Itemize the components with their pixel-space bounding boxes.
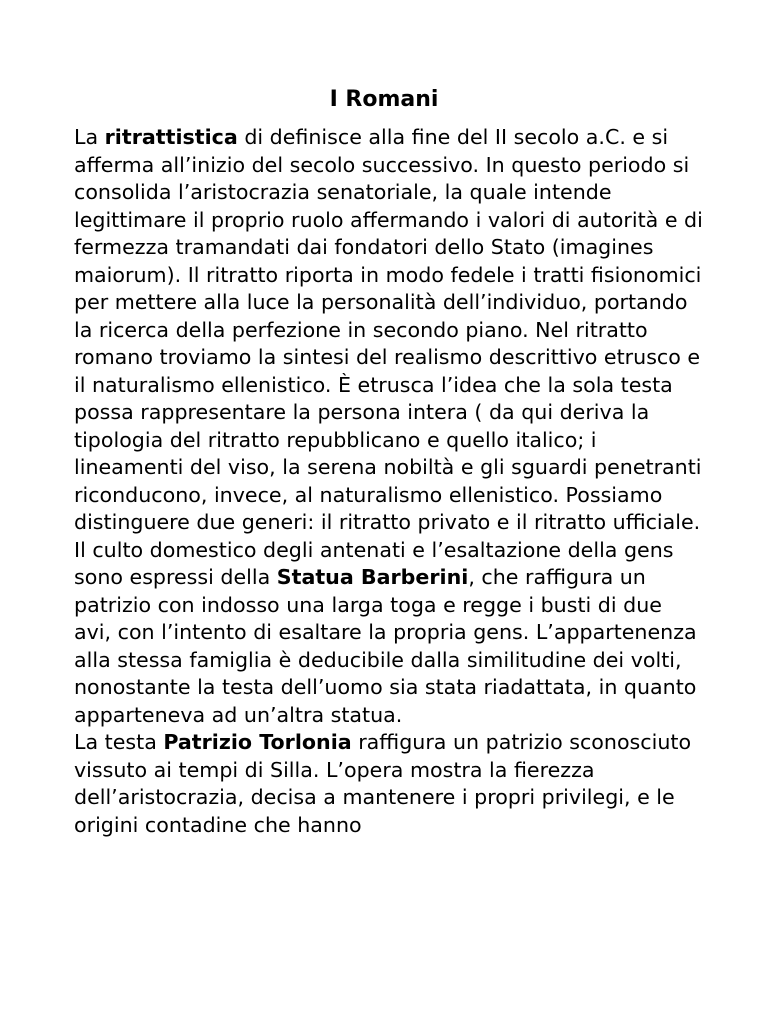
- bold-term-statua-barberini: Statua Barberini: [276, 565, 469, 589]
- paragraph: [74, 729, 704, 839]
- text-segment: raffigura un patrizio sconosciuto vissuto ai tempi di Silla. L’opera mostra la fierezza dell’aristocrazia, decisa a mantenere i propri privilegi, e le origini contadine che hanno: [74, 730, 692, 837]
- text-segment: di definisce alla fine del II secolo a.C. e si afferma all’inizio del secolo successivo. In questo periodo si consolida l’aristocrazia senatoriale, la quale intende legittimare il proprio ruolo affermando i valori di autorità e di fermezza tramandati dai fondatori dello Stato (imagines maiorum). Il ritratto riporta in modo fedele i tratti fisionomici per mettere alla luce la personalità dell’individuo, portando la ricerca della perfezione in secondo piano. Nel ritratto romano troviamo la sintesi del realismo descrittivo etrusco e il naturalismo ellenistico. È etrusca l’idea che la sola testa possa rappresentare la persona intera ( da qui deriva la tipologia del ritratto repubblicano e quello italico; i lineamenti del viso, la serena nobiltà e gli sguardi penetranti riconducono, invece, al naturalismo ellenistico. Possiamo distinguere due generi: il ritratto privato e il ritratto ufficiale. Il culto domestico degli antenati e l’esaltazione della gens sono espressi della: [74, 125, 703, 589]
- text-segment: , che raffigura un patrizio con indosso una larga toga e regge i busti di due avi, con l’intento di esaltare la propria gens. L’appartenenza alla stessa famiglia è deducibile dalla similitudine dei volti, nonostante la testa dell’uomo sia stata riadattata, in quanto apparteneva ad un’altra statua.: [74, 565, 697, 727]
- bold-term-ritrattistica: ritrattistica: [104, 125, 238, 149]
- document-title: I Romani: [329, 87, 439, 112]
- text-segment: La testa: [74, 730, 164, 754]
- text-segment: La: [74, 125, 105, 149]
- paragraph: [74, 124, 704, 729]
- bold-term-patrizio-torlonia: Patrizio Torlonia: [163, 730, 352, 754]
- document-body: [74, 124, 704, 839]
